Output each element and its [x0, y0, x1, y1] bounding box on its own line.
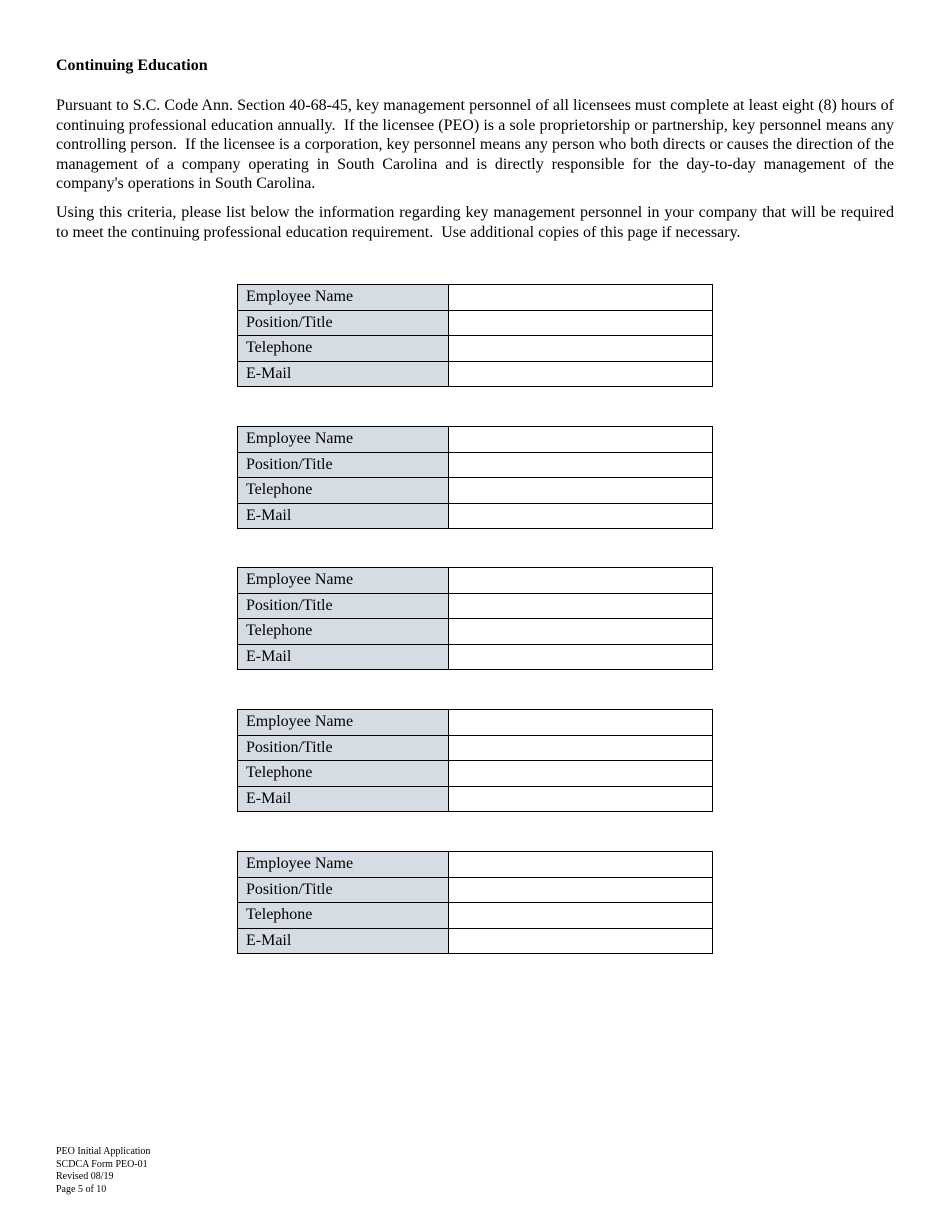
position-title-cell[interactable]: [449, 452, 713, 478]
personnel-table-2: [237, 426, 713, 529]
table-row: [238, 928, 713, 954]
position-title-field[interactable]: [449, 594, 712, 619]
table-row: [238, 786, 713, 812]
telephone-field[interactable]: [449, 336, 712, 361]
table-row: [238, 568, 713, 594]
position-title-label: Position/Title: [238, 310, 449, 336]
position-title-label: Position/Title: [238, 593, 449, 619]
table-row: [238, 903, 713, 929]
position-title-label: Position/Title: [238, 735, 449, 761]
table-row: [238, 710, 713, 736]
table-row: [238, 877, 713, 903]
table-row: [238, 644, 713, 670]
table-row: [238, 361, 713, 387]
table-row: [238, 336, 713, 362]
position-title-cell[interactable]: [449, 735, 713, 761]
employee-name-field[interactable]: [449, 427, 712, 452]
employee-name-label: Employee Name: [238, 710, 449, 736]
table-row: [238, 452, 713, 478]
table-row: [238, 735, 713, 761]
footer-form-title: PEO Initial Application: [56, 1146, 151, 1157]
table-row: [238, 478, 713, 504]
employee-name-field[interactable]: [449, 710, 712, 735]
table-row: [238, 593, 713, 619]
telephone-field[interactable]: [449, 761, 712, 786]
email-label: E-Mail: [238, 361, 449, 387]
telephone-label: Telephone: [238, 336, 449, 362]
employee-name-label: Employee Name: [238, 852, 449, 878]
employee-name-field[interactable]: [449, 568, 712, 593]
telephone-label: Telephone: [238, 761, 449, 787]
employee-name-label: Employee Name: [238, 285, 449, 311]
employee-name-label: Employee Name: [238, 568, 449, 594]
email-label: E-Mail: [238, 503, 449, 529]
position-title-field[interactable]: [449, 311, 712, 336]
employee-name-cell[interactable]: [449, 852, 713, 878]
footer-page-number: Page 5 of 10: [56, 1183, 107, 1195]
position-title-cell[interactable]: [449, 310, 713, 336]
personnel-table-1: [237, 284, 713, 387]
position-title-label: Position/Title: [238, 877, 449, 903]
email-cell[interactable]: [449, 503, 713, 529]
email-label: E-Mail: [238, 644, 449, 670]
email-cell[interactable]: [449, 928, 713, 954]
telephone-label: Telephone: [238, 478, 449, 504]
table-row: [238, 427, 713, 453]
employee-name-cell[interactable]: [449, 568, 713, 594]
email-field[interactable]: [449, 787, 712, 812]
employee-name-label: Employee Name: [238, 427, 449, 453]
table-row: [238, 852, 713, 878]
email-field[interactable]: [449, 504, 712, 529]
email-cell[interactable]: [449, 644, 713, 670]
email-label: E-Mail: [238, 786, 449, 812]
telephone-cell[interactable]: [449, 761, 713, 787]
telephone-label: Telephone: [238, 903, 449, 929]
position-title-cell[interactable]: [449, 877, 713, 903]
position-title-field[interactable]: [449, 878, 712, 903]
employee-name-field[interactable]: [449, 852, 712, 877]
email-cell[interactable]: [449, 786, 713, 812]
email-field[interactable]: [449, 645, 712, 670]
section-heading: Continuing Education: [56, 57, 208, 74]
telephone-field[interactable]: [449, 619, 712, 644]
intro-paragraph: Pursuant to S.C. Code Ann. Section 40-68-45, key management personnel of all licensees must complete at least eight (8) hours of continuing professional education annually. If the licensee (PEO) is a sole proprietorship or partnership, key personnel means any controlling person. If the licensee is a corporation, key personnel means any person who both directs or causes the direction of the management of a company operating in South Carolina and is directly responsible for the day-to-day management of the company's operations in South Carolina.: [56, 97, 894, 193]
instructions-paragraph: Using this criteria, please list below the information regarding key management personnel in your company that will be required to meet the continuing professional education requirement. Use additional copies of this page if necessary.: [56, 204, 894, 241]
table-row: [238, 310, 713, 336]
table-row: [238, 761, 713, 787]
telephone-label: Telephone: [238, 619, 449, 645]
employee-name-cell[interactable]: [449, 427, 713, 453]
telephone-cell[interactable]: [449, 336, 713, 362]
personnel-table-5: [237, 851, 713, 954]
personnel-table-3: [237, 567, 713, 670]
personnel-table-4: [237, 709, 713, 812]
employee-name-cell[interactable]: [449, 710, 713, 736]
position-title-label: Position/Title: [238, 452, 449, 478]
employee-name-field[interactable]: [449, 285, 712, 310]
position-title-field[interactable]: [449, 453, 712, 478]
position-title-field[interactable]: [449, 736, 712, 761]
email-field[interactable]: [449, 362, 712, 387]
telephone-field[interactable]: [449, 478, 712, 503]
telephone-cell[interactable]: [449, 478, 713, 504]
email-cell[interactable]: [449, 361, 713, 387]
table-row: [238, 285, 713, 311]
position-title-cell[interactable]: [449, 593, 713, 619]
email-field[interactable]: [449, 929, 712, 954]
telephone-field[interactable]: [449, 903, 712, 928]
telephone-cell[interactable]: [449, 903, 713, 929]
email-label: E-Mail: [238, 928, 449, 954]
footer-revision: Revised 08/19: [56, 1171, 114, 1183]
table-row: [238, 619, 713, 645]
footer-form-number: SCDCA Form PEO-01: [56, 1158, 148, 1170]
telephone-cell[interactable]: [449, 619, 713, 645]
page-footer: [56, 1146, 150, 1196]
table-row: [238, 503, 713, 529]
employee-name-cell[interactable]: [449, 285, 713, 311]
